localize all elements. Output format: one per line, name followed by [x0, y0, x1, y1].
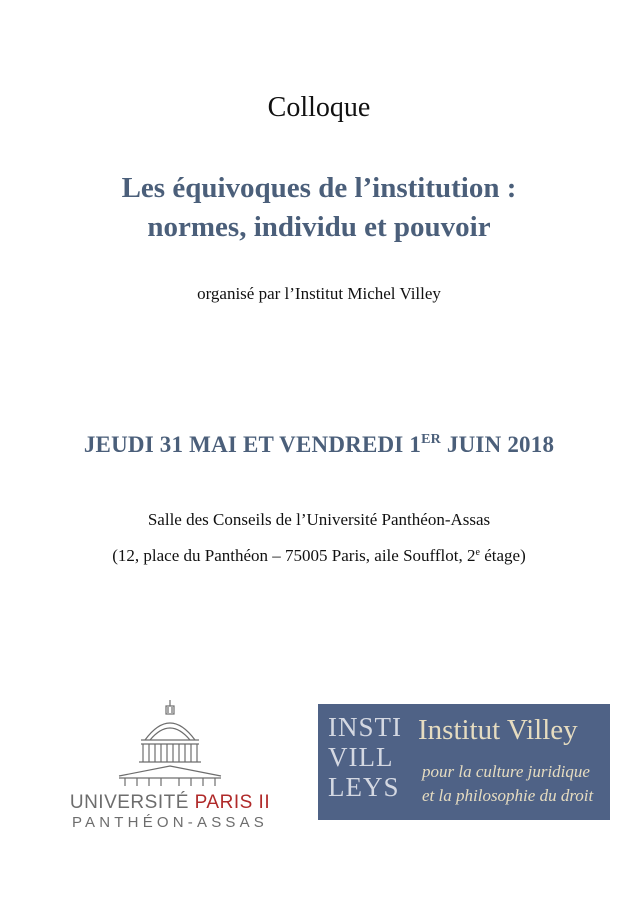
university-name — [55, 792, 285, 814]
university-name-part2: PARIS II — [194, 792, 271, 813]
institut-monogram — [328, 712, 408, 812]
institut-tagline-2: et la philosophie du droit — [422, 786, 594, 805]
university-logo — [55, 698, 285, 836]
monogram-line: VILL — [328, 742, 394, 772]
dates-tail: JUIN 2018 — [440, 432, 555, 457]
organizer-text: organisé par l’Institut Michel Villey — [197, 284, 441, 303]
dates-main: JEUDI 31 MAI ET VENDREDI 1 — [83, 432, 422, 457]
institut-tagline-1: pour la culture juridique — [422, 762, 590, 781]
address-main: (12, place du Panthéon – 75005 Paris, aile Soufflot, 2 — [112, 546, 476, 565]
institut-villey-logo — [318, 704, 610, 820]
monogram-line: INSTI — [328, 712, 402, 742]
event-dates — [0, 432, 638, 458]
address-tail: étage) — [479, 546, 526, 565]
venue-text: Salle des Conseils de l’Université Panthéon-Assas — [147, 510, 491, 529]
university-name-part1: UNIVERSITÉ — [69, 792, 195, 813]
title-line-1: Les équivoques de l’institution : — [121, 172, 517, 204]
institut-name: Institut Villey — [418, 714, 578, 746]
monogram-line: LEYS — [328, 772, 400, 802]
colloque-label: Colloque — [267, 92, 371, 123]
address-superscript: e — [475, 547, 480, 558]
pantheon-dome-icon — [117, 698, 223, 788]
dates-superscript: ER — [421, 432, 441, 447]
title-line-2: normes, individu et pouvoir — [147, 211, 491, 243]
university-subname: PANTHÉON-ASSAS — [71, 814, 269, 831]
address-text — [0, 546, 638, 566]
